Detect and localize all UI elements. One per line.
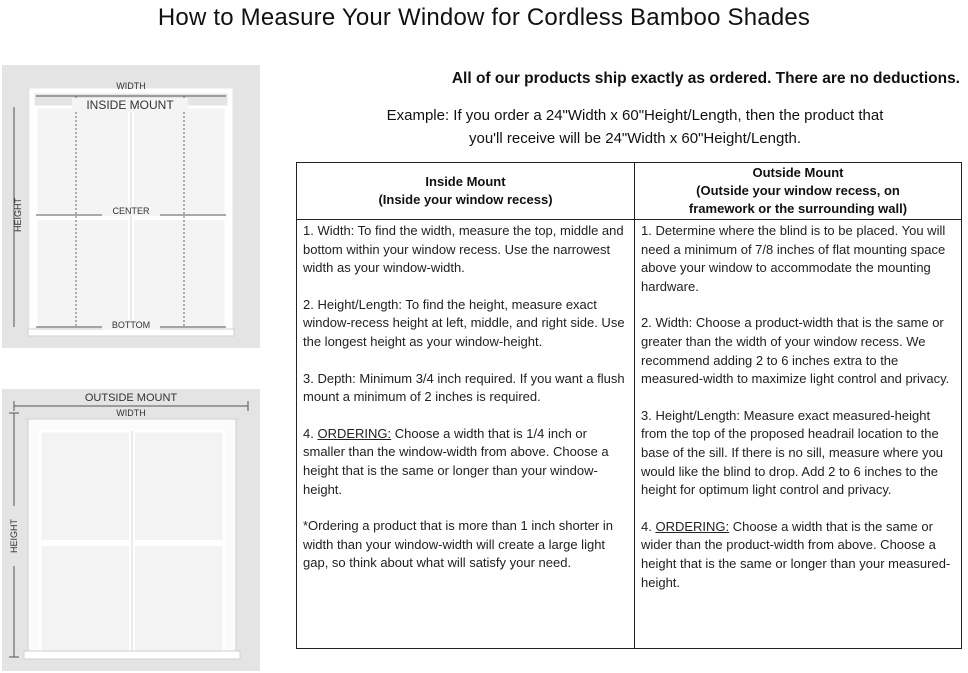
outside-mount-header-line-1: Outside Mount bbox=[752, 165, 844, 180]
outside-mount-window-illustration bbox=[2, 389, 260, 671]
page-title: How to Measure Your Window for Cordless Bamboo Shades bbox=[157, 4, 811, 31]
step-text: 2. Height/Length: To find the height, measure exact window-recess height at left, middle, and right side. Use the longest height as your window-height. bbox=[303, 296, 625, 349]
step-text: 2. Width: Choose a product-width that is the same or greater than the width of your window recess. We recommend adding 2 to 6 inches extra to the measured-width to maximize light control and privacy. bbox=[641, 315, 950, 387]
inside-step bbox=[303, 222, 629, 278]
order-example-line-2: you'll receive will be 24"Width x 60"Height/Length. bbox=[468, 130, 802, 147]
step-text: 1. Determine where the blind is to be placed. You will need a minimum of 7/8 inches of flat mounting space above your window to accommodate the mounting hardware. bbox=[641, 223, 946, 294]
outside-mount-header-line-2: (Outside your window recess, on bbox=[696, 183, 900, 198]
inside-step bbox=[303, 517, 629, 573]
outside-mount-diagram bbox=[2, 389, 260, 671]
order-example-line-1: Example: If you order a 24"Width x 60"Height/Length, then the product that bbox=[386, 107, 884, 124]
outside-mount-label: OUTSIDE MOUNT bbox=[62, 392, 200, 404]
outside-step bbox=[641, 222, 956, 296]
outside-step bbox=[641, 407, 956, 500]
inside-step bbox=[303, 296, 629, 352]
inside-mount-label: INSIDE MOUNT bbox=[72, 98, 188, 112]
outside-mount-steps bbox=[635, 220, 962, 649]
inside-mount-header-line-2: (Inside your window recess) bbox=[378, 192, 553, 207]
inside-bottom-label: BOTTOM bbox=[102, 320, 160, 330]
step-text: Choose a width that is the same or wider than the product-width from above. Choose a height that is the same or longer than your measured-height. bbox=[641, 518, 951, 590]
no-deductions-notice: All of our products ship exactly as ordered. There are no deductions. bbox=[451, 70, 960, 87]
step-lead: 4. bbox=[641, 518, 656, 534]
inside-mount-diagram bbox=[2, 65, 260, 348]
outside-height-label: HEIGHT bbox=[9, 506, 19, 566]
ordering-label: ORDERING: bbox=[655, 518, 730, 534]
outside-width-label: WIDTH bbox=[116, 408, 146, 418]
inside-center-label: CENTER bbox=[102, 206, 160, 216]
inside-mount-header bbox=[297, 163, 635, 220]
outside-mount-header bbox=[635, 163, 962, 220]
outside-step bbox=[641, 518, 956, 592]
ordering-label: ORDERING: bbox=[317, 425, 392, 441]
measuring-instructions-table bbox=[296, 162, 962, 649]
step-text: 3. Height/Length: Measure exact measured-height from the top of the proposed headrail location to the base of the sill. If there is no sill, measure where you would like the blind to drop. Add 2 to 6 inches to the height for optimum light control and privacy. bbox=[641, 407, 944, 498]
step-text: 1. Width: To find the width, measure the top, middle and bottom within your window recess. Use the narrowest width as your window-width. bbox=[303, 223, 624, 276]
order-example bbox=[330, 104, 940, 150]
inside-step bbox=[303, 425, 629, 499]
inside-mount-steps bbox=[297, 220, 635, 649]
inside-mount-header-line-1: Inside Mount bbox=[425, 174, 506, 189]
outside-mount-header-line-3: framework or the surrounding wall) bbox=[688, 201, 908, 216]
inside-height-label: HEIGHT bbox=[13, 198, 23, 233]
inside-width-label: WIDTH bbox=[116, 81, 146, 91]
table-header-row bbox=[297, 163, 962, 220]
step-text: *Ordering a product that is more than 1 inch shorter in width than your window-width will create a large light gap, so think about what will satisfy your need. bbox=[303, 518, 613, 571]
outside-step bbox=[641, 314, 956, 388]
inside-step bbox=[303, 370, 629, 407]
step-lead: 4. bbox=[303, 425, 318, 441]
step-text: Choose a width that is 1/4 inch or smaller than the window-width from above. Choose a height that is the same or longer than your window-height. bbox=[303, 425, 609, 497]
step-text: 3. Depth: Minimum 3/4 inch required. If you want a flush mount a minimum of 2 inches is required. bbox=[303, 370, 625, 405]
table-body-row bbox=[297, 220, 962, 649]
